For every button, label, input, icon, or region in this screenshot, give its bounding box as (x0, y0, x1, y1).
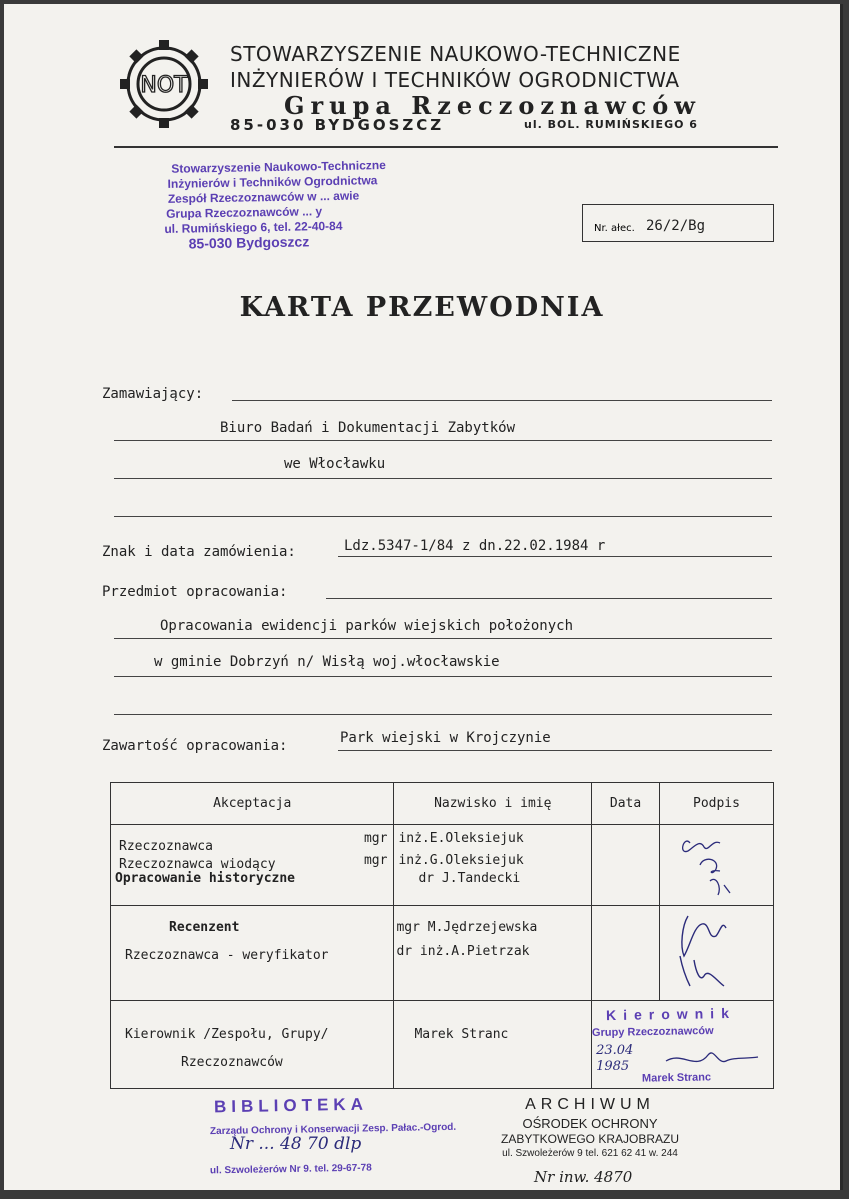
header-org-line2: INŻYNIERÓW I TECHNIKÓW OGRODNICTWA (230, 68, 680, 92)
not-logo-icon (112, 32, 216, 136)
role: Rzeczoznawca wiodący (119, 857, 276, 872)
handwritten-signature-icon (660, 906, 770, 996)
library-handwritten-number: Nr ... 48 70 dlp (230, 1134, 362, 1154)
document-title: KARTA PRZEWODNIA (239, 292, 605, 323)
header-city: 85-030 BYDGOSZCZ (230, 116, 445, 134)
name-cell (394, 825, 592, 906)
inventory-number: Nr inw. 4870 (534, 1168, 633, 1186)
ordering-party-name: Biuro Badań i Dokumentacji Zabytków (220, 420, 516, 436)
order-number-label: Znak i data zamówienia: (102, 544, 296, 560)
content-label: Zawartość opracowania: (102, 738, 288, 754)
person-name: mgr M.Jędrzejewska (396, 920, 538, 935)
column-header-signature: Podpis (659, 783, 773, 825)
field-line (338, 750, 772, 751)
order-number-value: Ldz.5347-1/84 z dn.22.02.1984 r (344, 538, 606, 554)
library-stamp-address: ul. Szwoleżerów Nr 9. tel. 29-67-78 (209, 1162, 372, 1177)
column-header-acceptance: Akceptacja (111, 783, 394, 825)
subject-line-2: w gminie Dobrzyń n/ Wisłą woj.włocławskie (154, 654, 500, 670)
person-name: Marek Stranc (414, 1027, 509, 1042)
field-line (338, 556, 772, 557)
field-line (114, 638, 772, 639)
stamp-line: Zespół Rzeczoznawców w ... awie (167, 188, 360, 206)
registration-number: 26/2/Bg (646, 218, 706, 234)
table-row (111, 906, 774, 1001)
column-header-date: Data (592, 783, 660, 825)
field-line (114, 714, 772, 715)
stamp-line: Grupa Rzeczoznawców ... y (166, 204, 323, 221)
role: Rzeczoznawców (181, 1055, 283, 1070)
field-line (326, 598, 772, 599)
archive-stamp-address: ul. Szwoleżerów 9 tel. 621 62 41 w. 244 (502, 1148, 678, 1159)
manager-stamp-group: Grupy Rzeczoznawców (591, 1024, 714, 1040)
ordering-party-label: Zamawiający: (102, 386, 204, 402)
manager-stamp-name: Marek Stranc (641, 1071, 712, 1085)
stamp-line: ul. Rumińskiego 6, tel. 22-40-84 (164, 218, 343, 236)
subject-line-1: Opracowania ewidencji parków wiejskich położonych (160, 618, 574, 634)
library-stamp-subtitle: Zarządu Ochrony i Konserwacji Zesp. Pałac.-Ogrod. (209, 1121, 457, 1138)
handwritten-date: 23.04 1985 (596, 1043, 634, 1074)
registration-label: Nr. ałec. (594, 223, 635, 234)
date-cell (592, 825, 660, 906)
header-divider (114, 146, 778, 148)
person-name: dr inż.A.Pietrzak (396, 944, 530, 959)
stamp-line: 85-030 Bydgoszcz (188, 233, 310, 252)
role: Rzeczoznawca - weryfikator (125, 948, 329, 963)
header-org-line1: STOWARZYSZENIE NAUKOWO-TECHNICZNE (230, 42, 681, 66)
handwritten-signature-icon (662, 1031, 762, 1081)
acceptance-table (110, 782, 774, 1089)
name-cell (394, 1001, 592, 1089)
signature-cell (659, 906, 773, 1001)
role-cell (111, 825, 394, 906)
archive-stamp-line2: OŚRODEK OCHRONY (522, 1116, 658, 1131)
manager-stamp-title: Kierownik (605, 1004, 737, 1024)
person-name: inż.E.Oleksiejuk (398, 831, 524, 846)
field-line (114, 478, 772, 479)
academic-title: mgr (363, 853, 388, 868)
logo-text: NOT (140, 73, 188, 98)
stamp-line: Stowarzyszenie Naukowo-Techniczne (171, 158, 386, 176)
header-group-name: Grupa Rzeczoznawców (284, 91, 701, 120)
header-address: ul. BOL. RUMIŃSKIEGO 6 (524, 118, 698, 131)
table-header-row (111, 783, 774, 825)
table-row (111, 1001, 774, 1089)
archive-stamp-title: ARCHIWUM (525, 1096, 655, 1113)
person-name: dr J.Tandecki (418, 871, 521, 886)
organization-stamp (163, 158, 387, 252)
role: Kierownik /Zespołu, Grupy/ (125, 1027, 329, 1042)
signature-cell (659, 825, 773, 906)
table-row (111, 825, 774, 906)
library-stamp-title: BIBLIOTEKA (213, 1094, 369, 1117)
content-value: Park wiejski w Krojczynie (340, 730, 551, 746)
document-page (4, 4, 843, 1190)
field-line (114, 676, 772, 677)
archive-stamp-line3: ZABYTKOWEGO KRAJOBRAZU (500, 1132, 680, 1146)
field-line (232, 400, 772, 401)
academic-title: mgr (363, 831, 388, 846)
role-cell (111, 906, 394, 1001)
person-name: inż.G.Oleksiejuk (398, 853, 524, 868)
role: Opracowanie historyczne (115, 871, 296, 886)
handwritten-signature-icon (660, 825, 770, 901)
role: Recenzent (169, 920, 240, 935)
name-cell (394, 906, 592, 1001)
manager-stamp-cell (592, 1001, 774, 1089)
stamp-line: Inżynierów i Techników Ogrodnictwa (167, 173, 378, 191)
field-line (114, 440, 772, 441)
date-cell (592, 906, 660, 1001)
column-header-name: Nazwisko i imię (394, 783, 592, 825)
ordering-party-location: we Włocławku (284, 456, 386, 472)
subject-label: Przedmiot opracowania: (102, 584, 288, 600)
field-line (114, 516, 772, 517)
role: Rzeczoznawca (119, 839, 213, 854)
role-cell (111, 1001, 394, 1089)
